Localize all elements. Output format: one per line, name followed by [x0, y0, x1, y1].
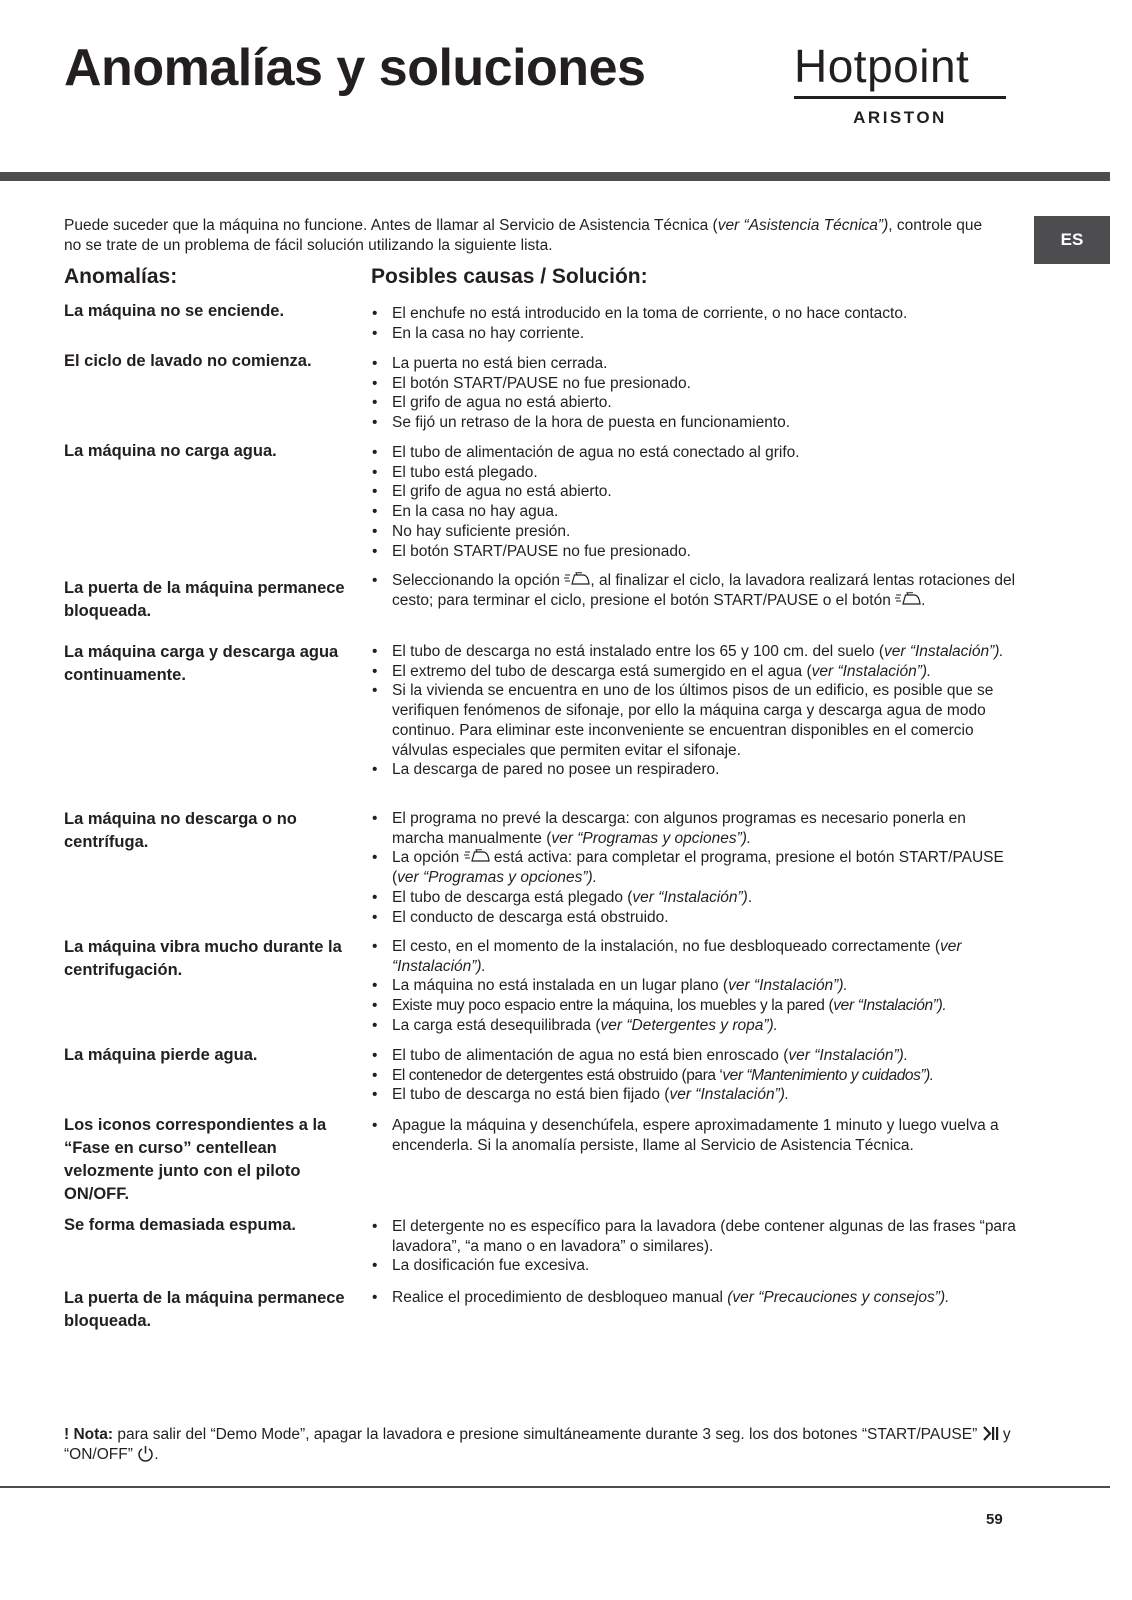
cause-item: • El extremo del tubo de descarga está sumergido en el agua (ver “Instalación”).	[371, 662, 1021, 682]
problem-label: El ciclo de lavado no comienza.	[64, 352, 312, 370]
cause-item: • La dosificación fue excesiva.	[371, 1256, 1021, 1276]
cause-item: • La descarga de pared no posee un respiradero.	[371, 760, 1021, 780]
cause-item: • La puerta no está bien cerrada.	[371, 354, 1021, 374]
cause-list	[371, 354, 1021, 433]
problem-label: La máquina carga y descarga agua continuamente.	[64, 643, 339, 684]
cause-list	[371, 809, 1021, 927]
cause-item: • El tubo de alimentación de agua no está conectado al grifo.	[371, 443, 1021, 463]
cause-item: • Apague la máquina y desenchúfela, espere aproximadamente 1 minuto y luego vuelva a encenderla. Si la anomalía persiste, llame al Servicio de Asistencia Técnica.	[371, 1116, 1021, 1155]
cause-list	[371, 571, 1021, 610]
cause-item: • El conducto de descarga está obstruido.	[371, 908, 1021, 928]
problem-label: La máquina no carga agua.	[64, 442, 277, 460]
cause-item: • La máquina no está instalada en un lugar plano (ver “Instalación”).	[371, 976, 1021, 996]
brand-subname: ARISTON	[853, 108, 947, 127]
problem-label: La puerta de la máquina permanece bloqueada.	[64, 579, 345, 620]
logo-divider	[794, 96, 1006, 99]
cause-list	[371, 304, 1021, 343]
cause-item: • La carga está desequilibrada (ver “Detergentes y ropa”).	[371, 1016, 1021, 1036]
problem-label: La puerta de la máquina permanece bloqueada.	[64, 1289, 345, 1330]
cause-list	[371, 443, 1021, 561]
problem-label: Los iconos correspondientes a la “Fase en curso” centellean velozmente junto con el piloto ON/OFF.	[64, 1116, 327, 1203]
easy-iron-icon	[895, 592, 921, 606]
note-label: Nota:	[73, 1426, 114, 1443]
cause-item: • No hay suficiente presión.	[371, 522, 1021, 542]
header-divider	[0, 172, 1110, 181]
footer-divider	[0, 1486, 1110, 1488]
cause-item: • El tubo de descarga está plegado (ver “Instalación”).	[371, 888, 1021, 908]
problem-label: La máquina vibra mucho durante la centrifugación.	[64, 938, 342, 979]
cause-item: • El tubo de descarga no está bien fijado (ver “Instalación”).	[371, 1085, 1021, 1105]
cause-item: • Existe muy poco espacio entre la máquina, los muebles y la pared (ver “Instalación”).	[371, 996, 1021, 1016]
intro-paragraph: Puede suceder que la máquina no funcione. Antes de llamar al Servicio de Asistencia Técnica (ver “Asistencia Técnica”), controle que no se trate de un problema de fácil solución utilizando la siguiente lista.	[64, 217, 983, 254]
cause-item: • En la casa no hay corriente.	[371, 324, 1021, 344]
cause-item: • Si la vivienda se encuentra en uno de los últimos pisos de un edificio, es posible que se verifiquen fenómenos de sifonaje, por ello la máquina carga y descarga agua de modo continuo. Para eliminar este inconveniente se encuentran disponibles en el comercio válvulas especiales que permiten evitar el sifonaje.	[371, 681, 1021, 760]
cause-item: • El tubo de alimentación de agua no está bien enroscado (ver “Instalación”).	[371, 1046, 1021, 1066]
cause-item: • El cesto, en el momento de la instalación, no fue desbloqueado correctamente (ver “Instalación”).	[371, 937, 1021, 976]
cause-item: • Seleccionando la opción , al finalizar el ciclo, la lavadora realizará lentas rotaciones del cesto; para terminar el ciclo, presione el botón START/PAUSE o el botón .	[371, 571, 1021, 610]
cause-item: • En la casa no hay agua.	[371, 502, 1021, 522]
solutions-column-header: Posibles causas / Solución:	[371, 265, 648, 288]
power-icon	[137, 1445, 154, 1462]
note-mark: !	[64, 1426, 70, 1443]
cause-item: • El botón START/PAUSE no fue presionado.	[371, 374, 1021, 394]
cause-item: • El grifo de agua no está abierto.	[371, 482, 1021, 502]
cause-item: • Realice el procedimiento de desbloqueo manual (ver “Precauciones y consejos”).	[371, 1288, 1021, 1308]
cause-list	[371, 1288, 1021, 1308]
page-title: Anomalías y soluciones	[64, 39, 646, 97]
brand-name: Hotpoint	[794, 40, 970, 92]
cause-item: • El botón START/PAUSE no fue presionado.	[371, 542, 1021, 562]
language-tab: ES	[1034, 216, 1110, 264]
problem-label: La máquina pierde agua.	[64, 1046, 258, 1064]
cause-list	[371, 642, 1021, 780]
easy-iron-icon	[564, 572, 590, 586]
cause-item: • La opción está activa: para completar el programa, presione el botón START/PAUSE (ver “Programas y opciones”).	[371, 848, 1021, 887]
demo-mode-note: ! Nota: para salir del “Demo Mode”, apagar la lavadora e presione simultáneamente durante 3 seg. los dos botones “START/PAUSE” y “ON/OFF” .	[64, 1426, 1011, 1463]
cause-item: • Se fijó un retraso de la hora de puesta en funcionamiento.	[371, 413, 1021, 433]
anomalies-column-header: Anomalías:	[64, 265, 178, 288]
cause-item: • El tubo de descarga no está instalado entre los 65 y 100 cm. del suelo (ver “Instalación”).	[371, 642, 1021, 662]
cause-list	[371, 937, 1021, 1036]
cause-item: • El grifo de agua no está abierto.	[371, 393, 1021, 413]
start-pause-icon	[982, 1425, 999, 1442]
cause-list	[371, 1116, 1021, 1155]
cause-item: • El enchufe no está introducido en la toma de corriente, o no hace contacto.	[371, 304, 1021, 324]
problem-label: Se forma demasiada espuma.	[64, 1216, 297, 1234]
problem-label: La máquina no se enciende.	[64, 302, 285, 320]
brand-logo	[794, 38, 1006, 128]
cause-item: • El contenedor de detergentes está obstruido (para ‘ver “Mantenimiento y cuidados”).	[371, 1066, 1021, 1086]
cause-list	[371, 1217, 1021, 1276]
page-number: 59	[986, 1511, 1003, 1528]
problem-label: La máquina no descarga o no centrífuga.	[64, 810, 297, 851]
cause-list	[371, 1046, 1021, 1105]
cause-item: • El programa no prevé la descarga: con algunos programas es necesario ponerla en marcha manualmente (ver “Programas y opciones”).	[371, 809, 1021, 848]
easy-iron-icon	[464, 849, 490, 863]
cause-item: • El detergente no es específico para la lavadora (debe contener algunas de las frases “para lavadora”, “a mano o en lavadora” o similares).	[371, 1217, 1021, 1256]
cause-item: • El tubo está plegado.	[371, 463, 1021, 483]
